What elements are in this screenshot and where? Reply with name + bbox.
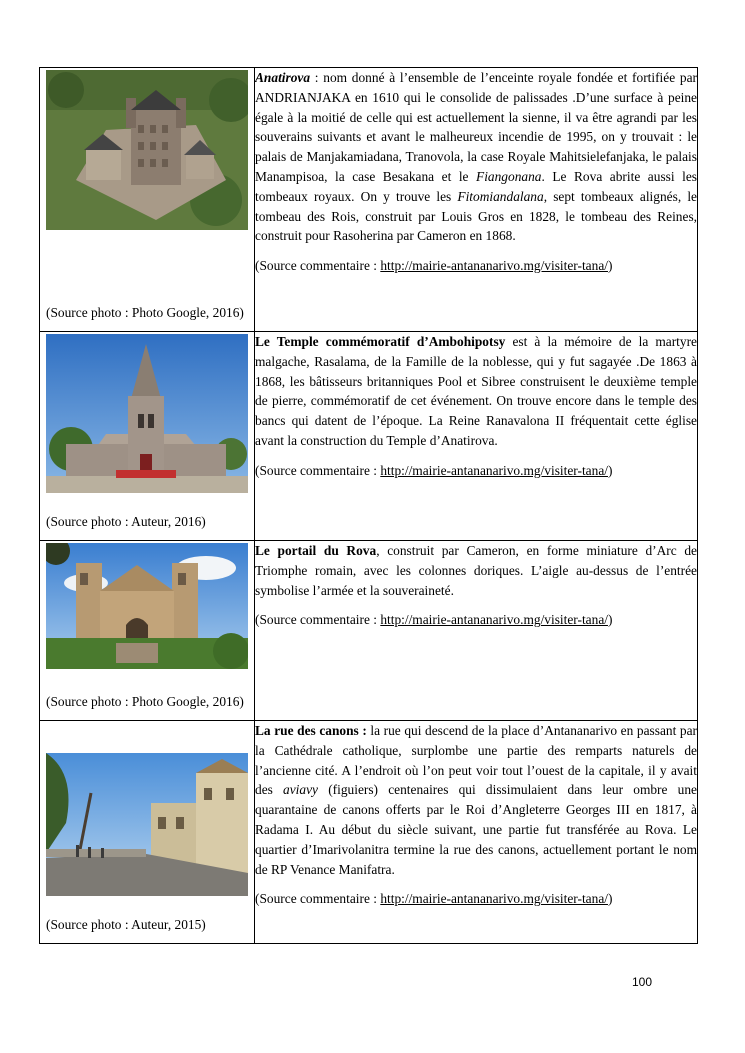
table-row bbox=[40, 68, 698, 332]
source-link[interactable]: http://mairie-antananarivo.mg/visiter-tana/ bbox=[380, 612, 608, 628]
description-cell bbox=[255, 721, 698, 944]
monuments-table bbox=[39, 67, 698, 944]
source-link[interactable]: http://mairie-antananarivo.mg/visiter-tana/ bbox=[380, 462, 608, 478]
entry-title: La rue des canons : bbox=[255, 723, 367, 738]
table-row bbox=[40, 332, 698, 541]
italic-term: Fitomiandalana bbox=[457, 188, 544, 204]
description-text: , construit par Cameron, en forme miniature d’Arc de Triomphe romain, avec les colonnes doriques. L’aigle au-dessus de l’entrée symbolise l’armée et la souveraineté. bbox=[255, 543, 697, 598]
description-text: . Le Rova abrite aussi les tombeaux royaux. On y trouve les bbox=[255, 168, 697, 204]
source-comment: (Source commentaire : http://mairie-antananarivo.mg/visiter-tana/) bbox=[255, 891, 613, 907]
photo-caption: (Source photo : Photo Google, 2016) bbox=[46, 694, 244, 709]
table-row bbox=[40, 721, 698, 944]
photo-cell bbox=[40, 332, 255, 541]
description-cell bbox=[255, 332, 698, 541]
photo-caption: (Source photo : Auteur, 2015) bbox=[46, 917, 206, 932]
description-text: , sept tombeaux alignés, le tombeau des Rois, construit par Louis Gros en 1828, le tombeau des Reines, construit pour Rasoherina par Cameron en 1868. bbox=[255, 188, 697, 244]
temple-photo bbox=[46, 334, 248, 493]
photo-cell bbox=[40, 68, 255, 332]
description bbox=[255, 541, 697, 600]
source-comment: (Source commentaire : http://mairie-antananarivo.mg/visiter-tana/) bbox=[255, 462, 613, 478]
description-text: la rue qui descend de la place d’Antananarivo en passant par la Cathédrale catholique, surplombe une partie des remparts naturels de l’ancienne cité. A l’endroit où l’on peut voir tout l’ouest de la capitale, il y avait des bbox=[255, 723, 697, 798]
page-number: 100 bbox=[632, 975, 653, 989]
description-text: est à la mémoire de la martyre malgache, Rasalama, de la Famille de la noblesse, qui y fut sagayée .De 1863 à 1868, les bâtisseurs britanniques Pool et Sibree construisent le deuxième temple de pierre, commémoratif de cet événement. On trouve encore dans le temple des bancs qui datent de l’époque. La Reine Ranavalona II fréquentait cette église avant la construction du Temple d’Anatirova. bbox=[255, 334, 697, 448]
source-link[interactable]: http://mairie-antananarivo.mg/visiter-tana/ bbox=[380, 258, 608, 274]
photo-caption: (Source photo : Auteur, 2016) bbox=[46, 514, 206, 529]
entry-title: Le Temple commémoratif d’Ambohipotsy bbox=[255, 334, 506, 349]
italic-term: Fiangonana bbox=[476, 168, 542, 184]
description bbox=[255, 332, 697, 451]
photo-cell bbox=[40, 721, 255, 944]
photo-cell bbox=[40, 541, 255, 721]
rova-aerial-photo bbox=[46, 70, 248, 230]
source-comment: (Source commentaire : http://mairie-antananarivo.mg/visiter-tana/) bbox=[255, 258, 613, 274]
entry-title: Anatirova bbox=[255, 70, 311, 85]
rue-des-canons-photo bbox=[46, 753, 248, 896]
description-text: : nom donné à l’ensemble de l’enceinte royale fondée et fortifiée par ANDRIANJAKA en 1610 qui le consolide de palissades .D’une surface à peine égale à la moitié de celle qui est actuellement la sienne, il va être agrandi par les souverains suivants et avant le malheureux incendie de 1995, on y trouvait : le palais de Manjakamiadana, Tranovola, la case Royale Mahitsielefanjaka, le palais Manampisoa, la case Besakana et le bbox=[255, 70, 697, 184]
table-row bbox=[40, 541, 698, 721]
entry-title: Le portail du Rova bbox=[255, 543, 377, 558]
source-link[interactable]: http://mairie-antananarivo.mg/visiter-tana/ bbox=[380, 891, 608, 907]
description bbox=[255, 721, 697, 879]
description-cell bbox=[255, 541, 698, 721]
description-text: (figuiers) centenaires qui dissimulaient dans leur ombre une quarantaine de canons offerts par le Roi d’Angleterre Georges III en 1817, à Radama I. Au début du siècle suivant, une partie fut transférée au Rova. Le quartier d’Imarivolanitra termine la rue des canons, actuellement portant le nom de RP Venance Manifatra. bbox=[255, 782, 697, 877]
description bbox=[255, 68, 697, 246]
description-cell bbox=[255, 68, 698, 332]
rova-gate-photo bbox=[46, 543, 248, 669]
italic-term: aviavy bbox=[283, 782, 318, 798]
photo-caption: (Source photo : Photo Google, 2016) bbox=[46, 305, 244, 320]
source-comment: (Source commentaire : http://mairie-antananarivo.mg/visiter-tana/) bbox=[255, 612, 613, 628]
